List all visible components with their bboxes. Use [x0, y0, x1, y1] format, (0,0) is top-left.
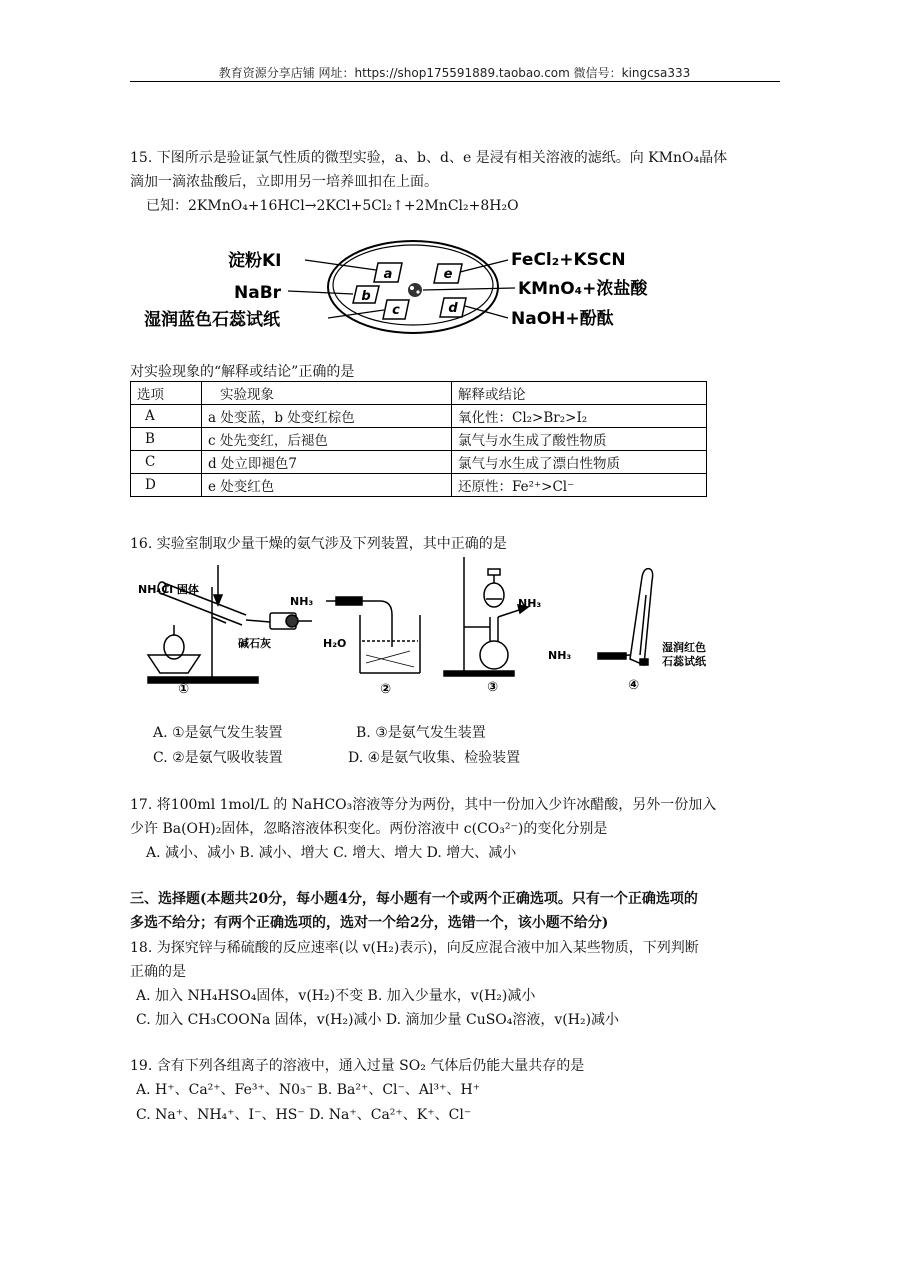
q16-option-c: C. ②是氨气吸收装置 [153, 750, 283, 766]
paper-a [374, 263, 402, 282]
table-row: C d 处立即褪色7 氯气与水生成了漂白性物质 [131, 451, 707, 474]
q15-known-equation: 已知：2KMnO₄+16HCl→2KCl+5Cl₂↑+2MnCl₂+8H₂O [146, 198, 519, 214]
q17-options: A. 减小、减小 B. 减小、增大 C. 增大、增大 D. 增大、减小 [146, 845, 517, 861]
q19-stem: 19. 含有下列各组离子的溶液中，通入过量 SO₂ 气体后仍能大量共存的是 [130, 1058, 585, 1074]
q15-stem-line1: 15. 下图所示是验证氯气性质的微型实验，a、b、d、e 是浸有相关溶液的滤纸。向 KMnO₄晶体 [130, 150, 728, 166]
q15-stem-line2: 滴加一滴浓盐酸后，立即用另一培养皿扣在上面。 [130, 174, 438, 190]
q18-stem-line2: 正确的是 [130, 964, 186, 980]
paper-e [434, 264, 462, 283]
label-nh3-3: NH₃ [518, 597, 542, 610]
q18-options-ab: A. 加入 NH₄HSO₄固体，v(H₂)不变 B. 加入少量水，v(H₂)减小 [136, 988, 536, 1004]
label-naoh-phenolphthalein: NaOH+酚酞 [511, 309, 614, 329]
table-header-cell: 实验现象 [202, 382, 452, 405]
label-nh3-4: NH₃ [548, 649, 572, 662]
q16-stem: 16. 实验室制取少量干燥的氨气涉及下列装置，其中正确的是 [130, 536, 507, 552]
table-row: B c 处先变红，后褪色 氯气与水生成了酸性物质 [131, 428, 707, 451]
q17-stem-line1: 17. 将100ml 1mol/L 的 NaHCO₃溶液等分为两份，其中一份加入少许冰醋酸，另外一份加入 [130, 797, 717, 813]
label-nh4cl-solid: NH₄Cl 固体 [138, 583, 199, 596]
q19-options-ab: A. H⁺、Ca²⁺、Fe³⁺、N0₃⁻ B. Ba²⁺、Cl⁻、Al³⁺、H⁺ [136, 1082, 481, 1098]
q19-options-cd: C. Na⁺、NH₄⁺、I⁻、HS⁻ D. Na⁺、Ca²⁺、K⁺、Cl⁻ [136, 1107, 472, 1123]
svg-text:b: b [361, 289, 371, 304]
apparatus-number-4: ④ [628, 678, 640, 693]
section3-heading-line1: 三、选择题(本题共20分，每小题4分，每小题有一个或两个正确选项。只有一个正确选项的 [130, 891, 698, 907]
page-header: 教育资源分享店铺 网址：https://shop175591889.taobao.com 微信号：kingcsa333 [218, 66, 691, 80]
label-nh3-2: NH₃ [290, 595, 314, 608]
label-fecl2-kscn: FeCl₂+KSCN [511, 250, 626, 270]
table-header-cell: 选项 [131, 382, 202, 405]
q17-stem-line2: 少许 Ba(OH)₂固体，忽略溶液体积变化。两份溶液中 c(CO₃²⁻)的变化分别是 [130, 821, 608, 837]
svg-text:d: d [448, 301, 458, 316]
apparatus-number-1: ① [178, 682, 190, 697]
table-header-row [131, 382, 707, 405]
q15-table-prompt: 对实验现象的“解释或结论”正确的是 [130, 364, 355, 380]
svg-text:a: a [383, 267, 393, 282]
q16-apparatus-figure [130, 555, 730, 700]
apparatus-2 [326, 597, 420, 673]
label-starch-ki: 淀粉KI [228, 251, 282, 271]
table-row: A a 处变蓝，b 处变红棕色 氧化性：Cl₂>Br₂>I₂ [131, 405, 707, 428]
svg-text:e: e [443, 267, 453, 282]
section3-heading-line2: 多选不给分；有两个正确选项的，选对一个给2分，选错一个，该小题不给分) [130, 915, 609, 931]
paper-d [440, 298, 466, 317]
q16-option-a: A. ①是氨气发生装置 [153, 725, 283, 741]
label-soda-lime: 碱石灰 [238, 637, 271, 650]
q18-stem-line1: 18. 为探究锌与稀硫酸的反应速率(以 v(H₂)表示)，向反应混合液中加入某些物质，下列判断 [130, 940, 699, 956]
label-blue-litmus: 湿润蓝色石蕊试纸 [144, 310, 280, 330]
apparatus-3 [444, 557, 528, 676]
kmno4-crystal [408, 283, 422, 297]
header-rule [130, 81, 780, 82]
q16-option-d: D. ④是氨气收集、检验装置 [348, 750, 521, 766]
label-red-litmus-2: 石蕊试纸 [662, 655, 706, 668]
label-red-litmus-1: 湿润红色 [662, 641, 706, 654]
apparatus-4 [598, 569, 653, 665]
apparatus-number-3: ③ [487, 680, 499, 695]
table-header-cell: 解释或结论 [452, 382, 707, 405]
paper-b [353, 286, 379, 304]
q15-petri-dish-diagram [130, 228, 690, 358]
table-row: D e 处变红色 还原性：Fe²⁺>Cl⁻ [131, 474, 707, 497]
label-kmno4-hcl: KMnO₄+浓盐酸 [518, 279, 648, 299]
svg-text:c: c [392, 303, 400, 318]
label-nabr: NaBr [234, 283, 282, 303]
q18-options-cd: C. 加入 CH₃COONa 固体，v(H₂)减小 D. 滴加少量 CuSO₄溶液，v(H₂)减小 [136, 1012, 620, 1028]
label-h2o: H₂O [323, 637, 347, 650]
apparatus-number-2: ② [380, 682, 392, 697]
q16-option-b: B. ③是氨气发生装置 [356, 725, 486, 741]
q15-option-table [130, 381, 707, 497]
paper-c [383, 300, 409, 319]
